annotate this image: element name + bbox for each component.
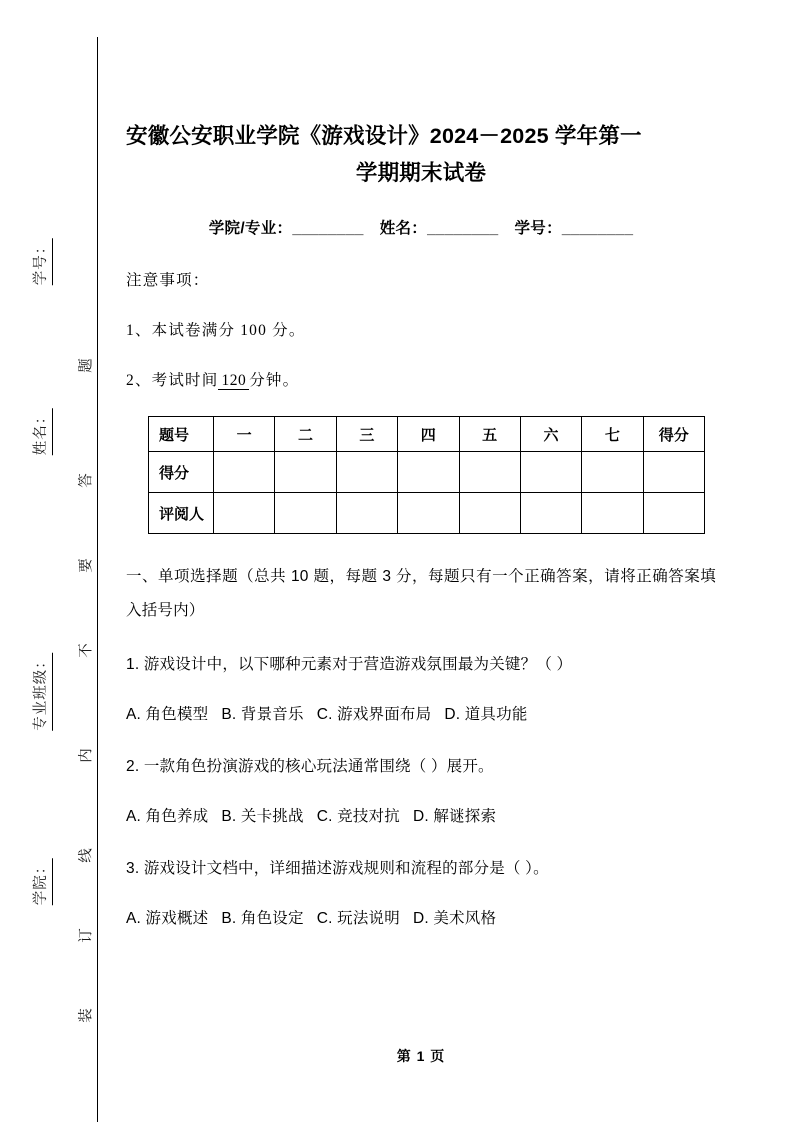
score-row-label-grader: 评阅人 bbox=[149, 493, 214, 534]
option-2-b[interactable]: B. 关卡挑战 bbox=[221, 808, 304, 825]
option-1-a[interactable]: A. 角色模型 bbox=[126, 706, 209, 723]
score-cell[interactable] bbox=[643, 452, 704, 493]
page-title-line-1: 安徽公安职业学院《游戏设计》2024－2025 学年第一 bbox=[126, 124, 642, 148]
question-stem-3: 3. 游戏设计文档中，详细描述游戏规则和流程的部分是（ ）。 bbox=[126, 860, 549, 877]
notes-heading: 注意事项： bbox=[126, 272, 210, 289]
note-item-2-prefix: 2、考试时间 bbox=[126, 372, 219, 389]
page-title bbox=[126, 0, 716, 192]
seal-warning-char: 内 bbox=[78, 748, 95, 763]
score-cell[interactable] bbox=[520, 452, 581, 493]
grader-cell[interactable] bbox=[643, 493, 704, 534]
seal-field-class: 专业班级： bbox=[29, 653, 53, 731]
info-label-name: 姓名： bbox=[379, 220, 428, 237]
student-info-line bbox=[126, 216, 716, 238]
seal-field-name: 姓名： bbox=[29, 409, 53, 456]
page-title-line-2: 学期期末试卷 bbox=[355, 161, 487, 185]
grader-cell[interactable] bbox=[520, 493, 581, 534]
seal-field-student-id: 学号： bbox=[29, 239, 53, 286]
table-row-header bbox=[149, 417, 705, 452]
option-2-c[interactable]: C. 竞技对抗 bbox=[316, 808, 400, 825]
score-table-header-cell: 得分 bbox=[643, 417, 704, 452]
seal-warning-char: 装 bbox=[78, 1008, 95, 1023]
note-item-2 bbox=[126, 368, 716, 390]
grader-cell[interactable] bbox=[275, 493, 336, 534]
score-cell[interactable] bbox=[582, 452, 643, 493]
score-table bbox=[148, 416, 705, 534]
section-heading-multiple-choice: 一、单项选择题（总共 10 题，每题 3 分，每题只有一个正确答案，请将正确答案填入括号内） bbox=[126, 568, 716, 619]
info-field-student-id bbox=[514, 220, 633, 237]
score-table-container bbox=[148, 416, 716, 534]
seal-warning-char: 线 bbox=[78, 848, 95, 863]
score-cell[interactable] bbox=[336, 452, 397, 493]
score-table-header-cell: 三 bbox=[336, 417, 397, 452]
score-cell[interactable] bbox=[275, 452, 336, 493]
option-3-b[interactable]: B. 角色设定 bbox=[221, 910, 304, 927]
seal-warning-char: 要 bbox=[78, 558, 95, 573]
option-2-d[interactable]: D. 解谜探索 bbox=[412, 808, 497, 825]
table-row bbox=[149, 493, 705, 534]
score-table-header-cell: 六 bbox=[520, 417, 581, 452]
option-1-b[interactable]: B. 背景音乐 bbox=[221, 706, 304, 723]
option-2-a[interactable]: A. 角色养成 bbox=[126, 808, 209, 825]
score-cell[interactable] bbox=[214, 452, 275, 493]
exam-paper-body bbox=[126, 0, 716, 934]
seal-warning-char: 答 bbox=[78, 473, 95, 488]
grader-cell[interactable] bbox=[214, 493, 275, 534]
question-stem-2: 2. 一款角色扮演游戏的核心玩法通常围绕（ ）展开。 bbox=[126, 758, 494, 775]
page-footer bbox=[126, 1046, 716, 1066]
score-table-header-cell: 题号 bbox=[149, 417, 214, 452]
option-3-d[interactable]: D. 美术风格 bbox=[412, 910, 497, 927]
score-table-header-cell: 二 bbox=[275, 417, 336, 452]
seal-binding-margin bbox=[0, 0, 100, 1122]
page-number-label: 第 1 页 bbox=[396, 1048, 446, 1064]
seal-field-college: 学院： bbox=[29, 859, 53, 906]
grader-cell[interactable] bbox=[459, 493, 520, 534]
score-table-header-cell: 五 bbox=[459, 417, 520, 452]
seal-warning-char: 题 bbox=[78, 358, 95, 373]
note-item-2-suffix: 分钟。 bbox=[249, 372, 300, 389]
info-field-college-major bbox=[209, 220, 364, 237]
score-table-header-cell: 四 bbox=[398, 417, 459, 452]
grader-cell[interactable] bbox=[336, 493, 397, 534]
question-options-1 bbox=[126, 700, 716, 730]
seal-student-fields-column bbox=[18, 0, 64, 1122]
info-blank-name[interactable]: ________ bbox=[427, 220, 499, 237]
question-stem-1: 1. 游戏设计中，以下哪种元素对于营造游戏氛围最为关键？（ ） bbox=[126, 656, 573, 673]
info-label-student-id: 学号： bbox=[514, 220, 562, 237]
score-cell[interactable] bbox=[459, 452, 520, 493]
score-cell[interactable] bbox=[398, 452, 459, 493]
note-item-1-text: 1、本试卷满分 100 分。 bbox=[126, 322, 306, 339]
seal-warning-char: 不 bbox=[78, 643, 95, 658]
info-blank-student-id[interactable]: ________ bbox=[561, 220, 634, 237]
table-row bbox=[149, 452, 705, 493]
seal-warning-char: 订 bbox=[78, 928, 95, 943]
option-3-a[interactable]: A. 游戏概述 bbox=[126, 910, 209, 927]
grader-cell[interactable] bbox=[582, 493, 643, 534]
score-table-header-cell: 一 bbox=[214, 417, 275, 452]
info-blank-college-major[interactable]: ________ bbox=[292, 220, 364, 237]
question-options-3 bbox=[126, 904, 716, 934]
info-label-college-major: 学院/专业： bbox=[208, 220, 293, 237]
score-table-header-cell: 七 bbox=[582, 417, 643, 452]
option-3-c[interactable]: C. 玩法说明 bbox=[316, 910, 400, 927]
option-1-c[interactable]: C. 游戏界面布局 bbox=[316, 706, 432, 723]
info-field-name bbox=[380, 220, 499, 237]
score-row-label-score: 得分 bbox=[149, 452, 214, 493]
seal-warning-column bbox=[62, 0, 108, 1122]
option-1-d[interactable]: D. 道具功能 bbox=[444, 706, 528, 723]
question-options-2 bbox=[126, 802, 716, 832]
note-item-1 bbox=[126, 318, 716, 340]
grader-cell[interactable] bbox=[398, 493, 459, 534]
exam-duration-value: 120 bbox=[218, 372, 249, 390]
